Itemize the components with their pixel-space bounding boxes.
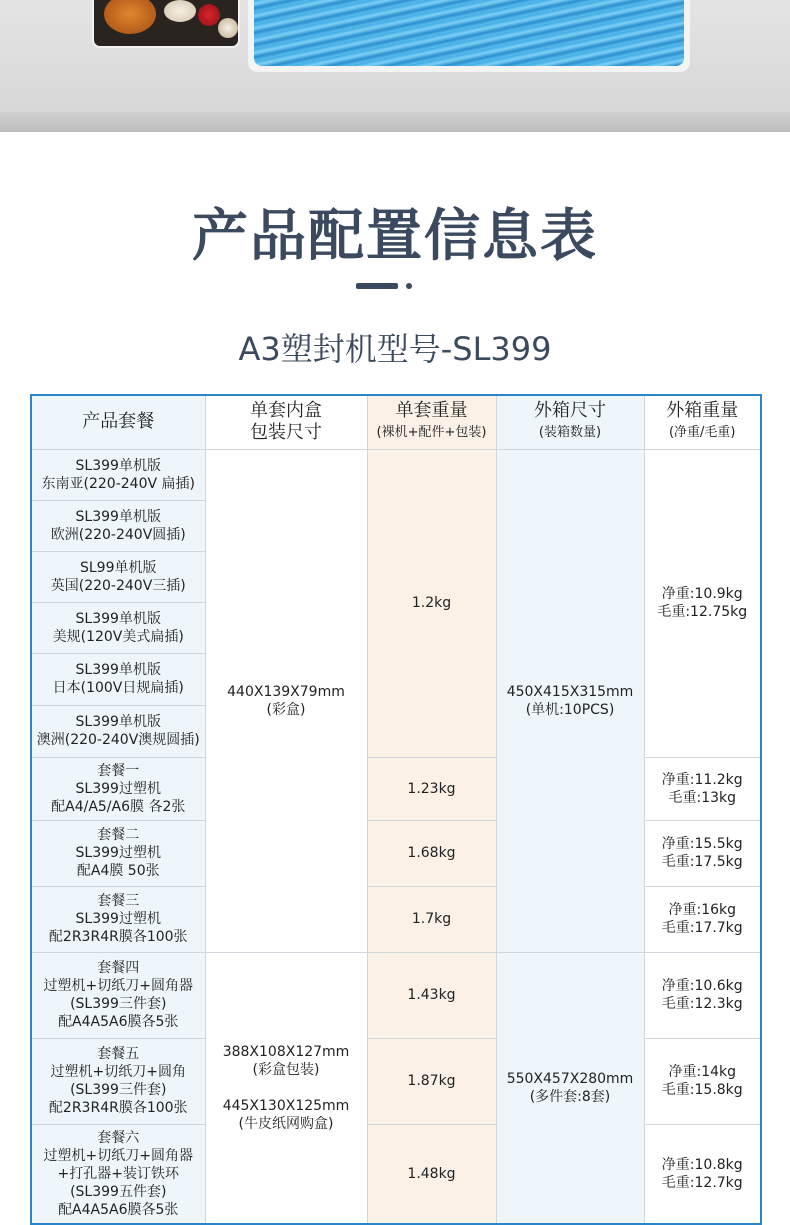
table-header-row (31, 395, 761, 449)
page-subtitle: A3塑封机型号-SL399 (238, 330, 552, 368)
package-cell: 套餐一 SL399过塑机 配A4/A5/A6膜 各2张 (31, 757, 205, 820)
table-row (31, 449, 761, 500)
outer-weight-cell: 净重:16kg 毛重:17.7kg (644, 886, 761, 952)
weight-cell: 1.2kg (367, 449, 496, 757)
table-row (31, 757, 761, 820)
header-weight: 单套重量 (裸机+配件+包装) (367, 395, 496, 449)
package-cell: SL399单机版 东南亚(220-240V 扁插) (31, 449, 205, 500)
inner-box-cell: 440X139X79mm (彩盒) (205, 449, 367, 952)
weight-cell: 1.87kg (367, 1038, 496, 1124)
package-cell: SL399单机版 澳洲(220-240V澳规圆插) (31, 705, 205, 757)
inner-box-cell: 388X108X127mm (彩盒包装) 445X130X125mm (牛皮纸网购盒) (205, 952, 367, 1224)
weight-cell: 1.43kg (367, 952, 496, 1038)
outer-box-cell: 450X415X315mm (单机:10PCS) (496, 449, 644, 952)
spec-table (30, 394, 762, 1225)
table-row (31, 1124, 761, 1224)
header-outer-box: 外箱尺寸 (装箱数量) (496, 395, 644, 449)
package-cell: 套餐二 SL399过塑机 配A4膜 50张 (31, 820, 205, 886)
weight-cell: 1.48kg (367, 1124, 496, 1224)
table-row (31, 952, 761, 1038)
title-dot (406, 283, 412, 289)
package-cell: 套餐三 SL399过塑机 配2R3R4R膜各100张 (31, 886, 205, 952)
outer-weight-cell: 净重:11.2kg 毛重:13kg (644, 757, 761, 820)
outer-weight-cell: 净重:10.9kg 毛重:12.75kg (644, 449, 761, 757)
page-title: 产品配置信息表 (192, 204, 598, 269)
header-outer-weight: 外箱重量 (净重/毛重) (644, 395, 761, 449)
package-cell: SL399单机版 美规(120V美式扁插) (31, 602, 205, 653)
package-cell: SL399单机版 欧洲(220-240V圆插) (31, 500, 205, 551)
banner-divider (0, 112, 790, 132)
outer-weight-cell: 净重:14kg 毛重:15.8kg (644, 1038, 761, 1124)
table-row (31, 1038, 761, 1124)
table-row (31, 820, 761, 886)
table-row (31, 886, 761, 952)
outer-weight-cell: 净重:15.5kg 毛重:17.5kg (644, 820, 761, 886)
weight-cell: 1.23kg (367, 757, 496, 820)
header-package: 产品套餐 (31, 395, 205, 449)
package-cell: 套餐五 过塑机+切纸刀+圆角 (SL399三件套) 配2R3R4R膜各100张 (31, 1038, 205, 1124)
package-cell: SL399单机版 日本(100V日规扁插) (31, 653, 205, 705)
weight-cell: 1.68kg (367, 820, 496, 886)
title-underline (356, 283, 398, 289)
outer-box-cell: 550X457X280mm (多件套:8套) (496, 952, 644, 1224)
package-cell: 套餐六 过塑机+切纸刀+圆角器 +打孔器+装订铁环 (SL399五件套) 配A4A5A6膜各5张 (31, 1124, 205, 1224)
weight-cell: 1.7kg (367, 886, 496, 952)
outer-weight-cell: 净重:10.8kg 毛重:12.7kg (644, 1124, 761, 1224)
top-banner (0, 0, 790, 132)
package-cell: 套餐四 过塑机+切纸刀+圆角器 (SL399三件套) 配A4A5A6膜各5张 (31, 952, 205, 1038)
package-cell: SL99单机版 英国(220-240V三插) (31, 551, 205, 602)
outer-weight-cell: 净重:10.6kg 毛重:12.3kg (644, 952, 761, 1038)
water-photo (248, 0, 690, 72)
header-inner-box: 单套内盒 包装尺寸 (205, 395, 367, 449)
food-photo (92, 0, 240, 48)
